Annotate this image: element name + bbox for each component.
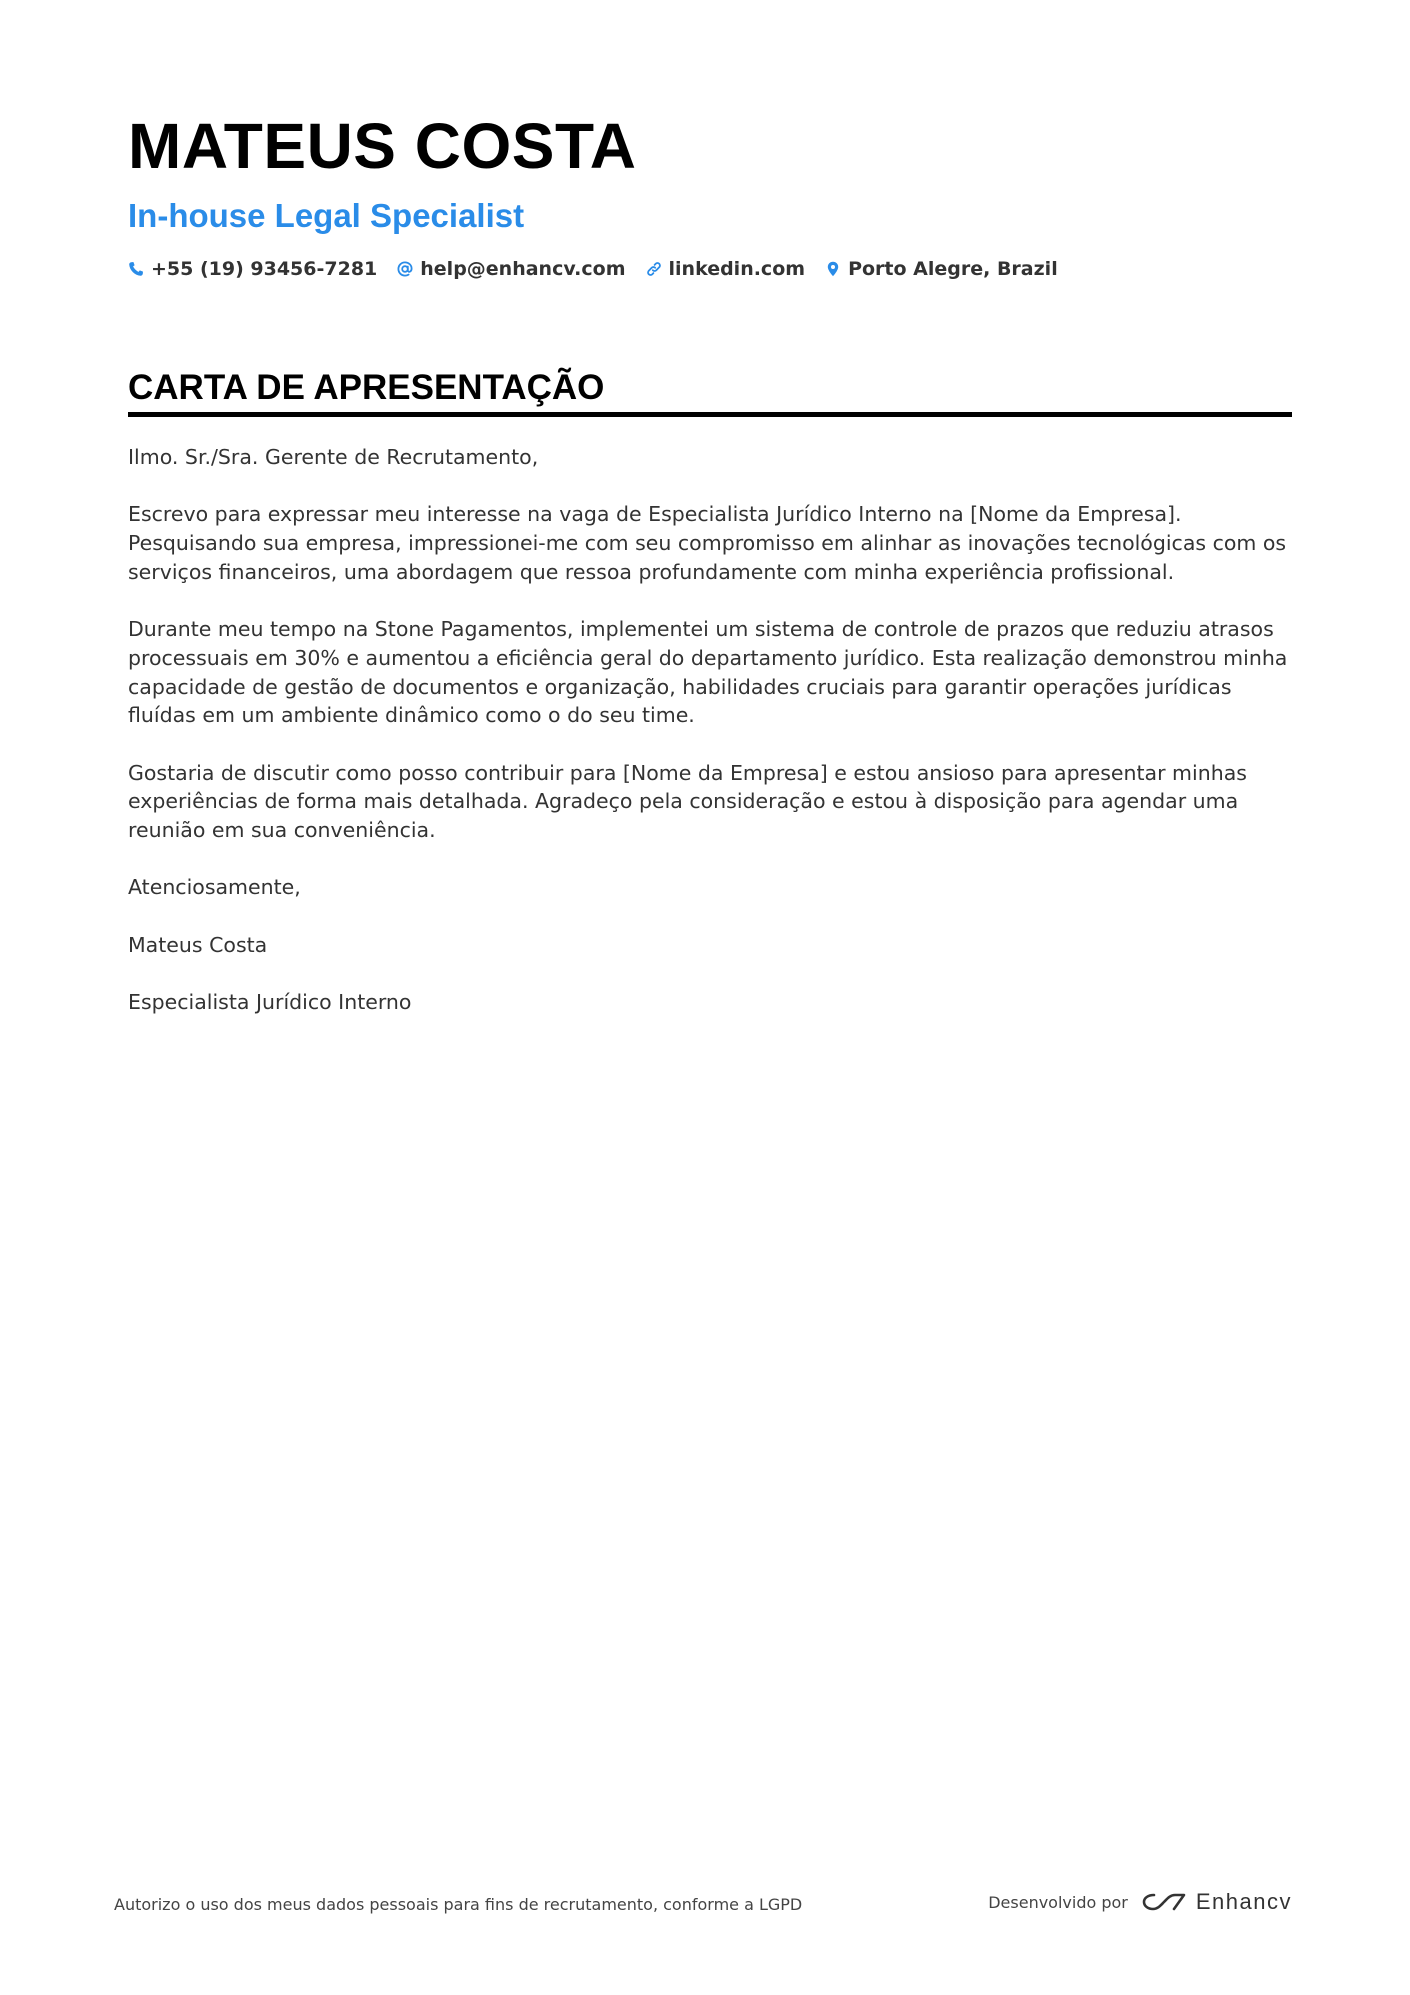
letter-body — [128, 443, 1292, 1017]
powered-by-label: Desenvolvido por — [988, 1892, 1128, 1912]
contact-linkedin-text: linkedin.com — [668, 258, 806, 280]
candidate-role: In-house Legal Specialist — [128, 197, 525, 234]
section-title: CARTA DE APRESENTAÇÃO — [128, 366, 1292, 417]
letter-paragraph-2: Durante meu tempo na Stone Pagamentos, implementei um sistema de controle de prazos que reduziu atrasos processuais em 30% e aumentou a eficiência geral do departamento jurídico. Esta realização demonstrou minha capacidade de gestão de documentos e organização, habilidades cruciais para garantir operações jurídicas fluídas em um ambiente dinâmico como o do seu time. — [128, 617, 1288, 728]
phone-icon — [128, 261, 144, 277]
contact-email[interactable] — [397, 258, 625, 280]
brand-logo[interactable] — [1140, 1889, 1292, 1915]
powered-by — [988, 1889, 1292, 1915]
letter-paragraph-1: Escrevo para expressar meu interesse na vaga de Especialista Jurídico Interno na [Nome da Empresa]. Pesquisando sua empresa, impressionei-me com seu compromisso em alinhar as inovações tecnológicas com os serviços financeiros, uma abordagem que ressoa profundamente com minha experiência profissional. — [128, 502, 1287, 584]
cover-letter-section — [128, 366, 1292, 1046]
contact-phone — [128, 258, 377, 280]
at-icon — [397, 261, 413, 277]
header — [128, 108, 1292, 280]
contact-linkedin[interactable] — [646, 258, 806, 280]
letter-closing: Atenciosamente, — [128, 875, 301, 900]
link-icon — [646, 261, 662, 277]
contact-phone-text: +55 (19) 93456-7281 — [151, 258, 378, 280]
signature-title: Especialista Jurídico Interno — [128, 990, 412, 1015]
location-pin-icon — [825, 261, 841, 277]
consent-note: Autorizo o uso dos meus dados pessoais para fins de recrutamento, conforme a LGPD — [114, 1895, 803, 1914]
contact-list — [128, 258, 1292, 280]
letter-paragraph-3: Gostaria de discutir como posso contribuir para [Nome da Empresa] e estou ansioso para apresentar minhas experiências de forma mais detalhada. Agradeço pela consideração e estou à disposição para agendar uma reunião em sua conveniência. — [128, 760, 1247, 843]
candidate-name: MATEUS COSTA — [128, 110, 637, 182]
brand-name: Enhancv — [1195, 1889, 1292, 1914]
contact-email-text: help@enhancv.com — [420, 258, 626, 280]
letter-greeting: Ilmo. Sr./Sra. Gerente de Recrutamento, — [128, 445, 539, 469]
contact-location — [825, 258, 1058, 280]
enhancv-logo-icon — [1140, 1889, 1188, 1915]
contact-location-text: Porto Alegre, Brazil — [848, 258, 1058, 280]
signature-name: Mateus Costa — [128, 932, 268, 957]
